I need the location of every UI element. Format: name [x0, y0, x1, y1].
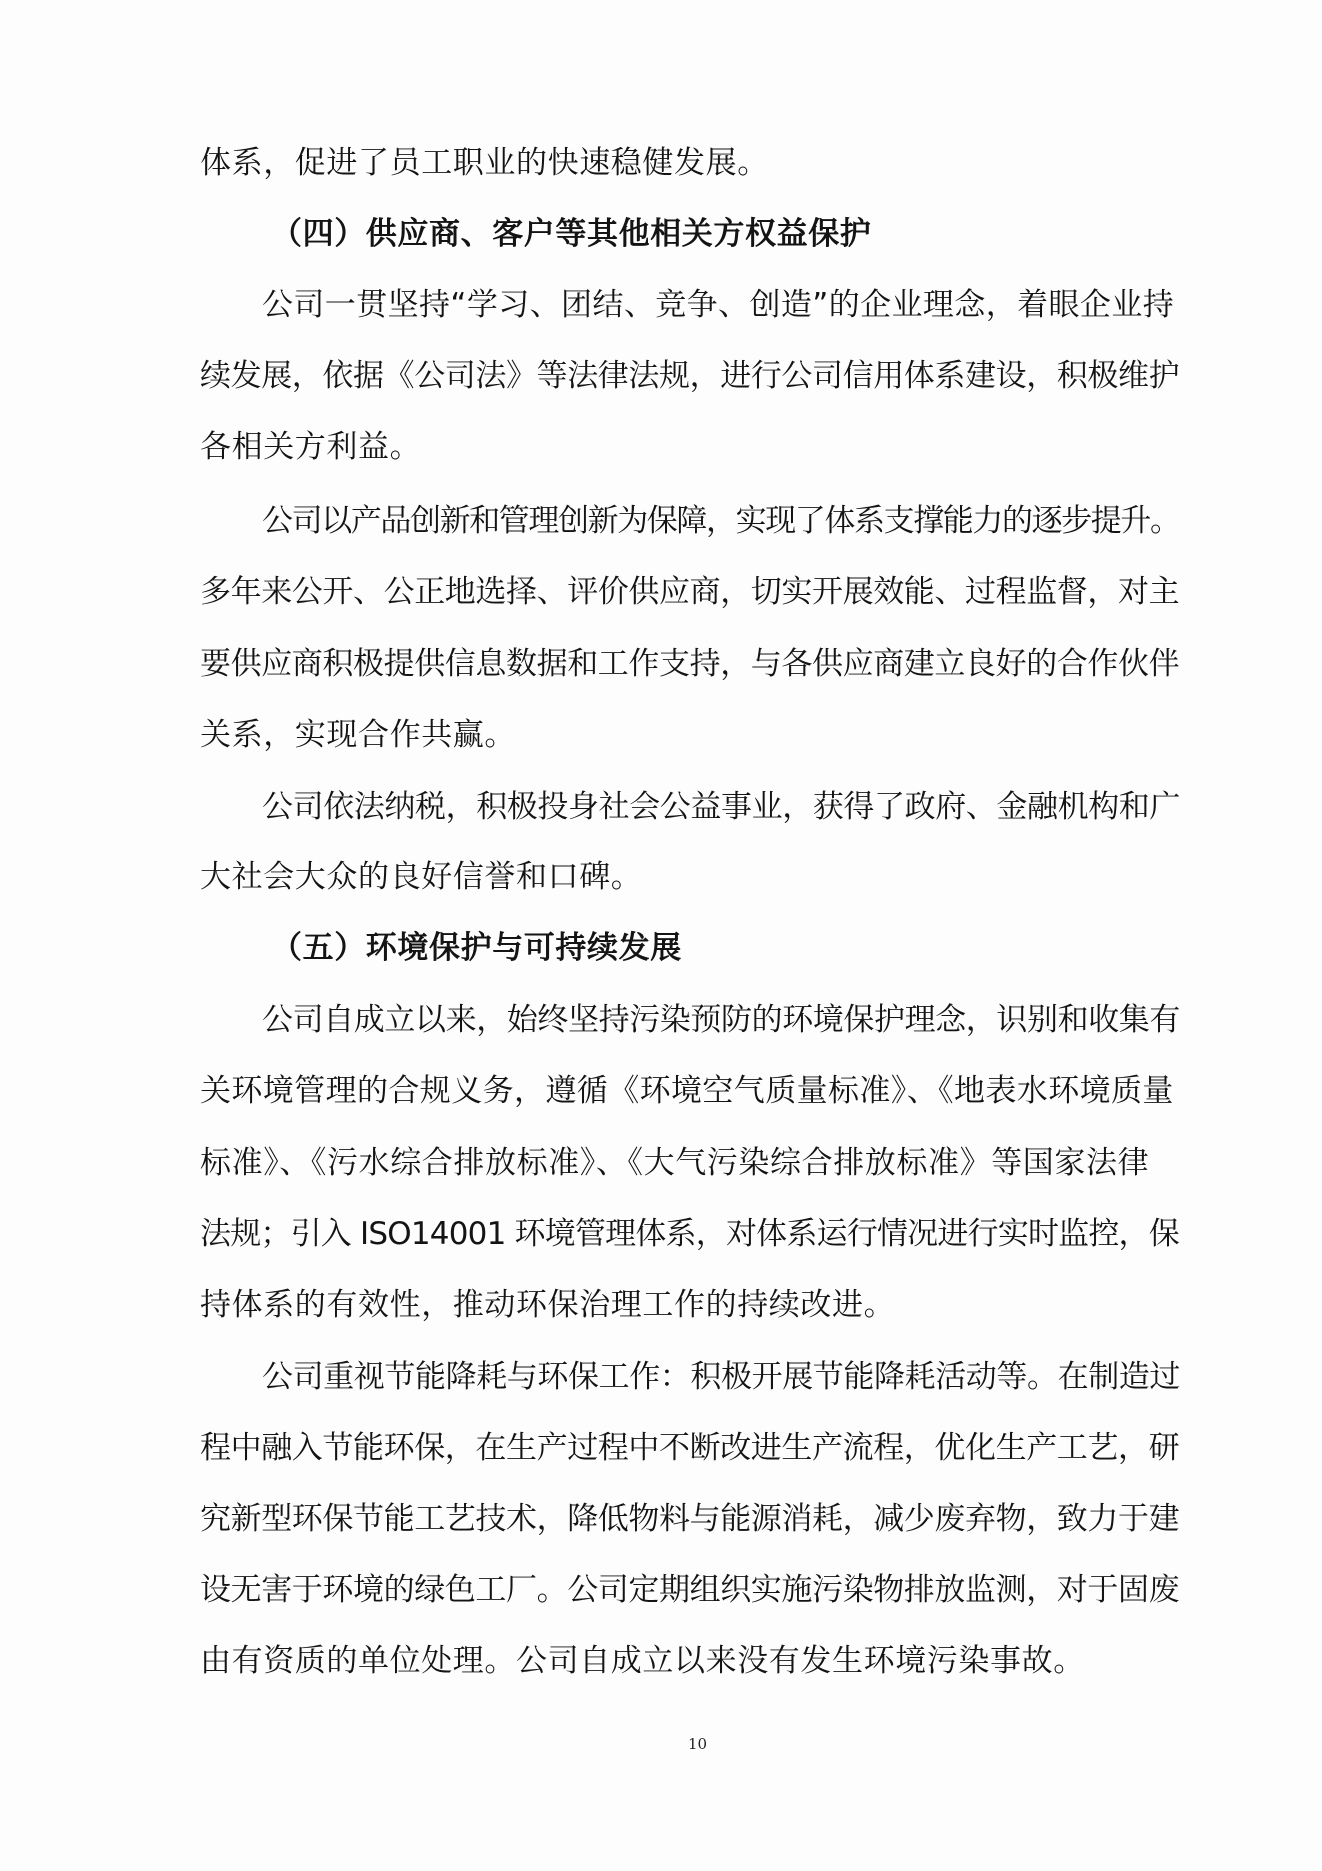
paragraph-line: 公司重视节能降耗与环保工作：积极开展节能降耗活动等。在制造过 [262, 1359, 1180, 1395]
paragraph-line: 关系，实现合作共赢。 [200, 717, 516, 753]
paragraph-line: 多年来公开、公正地选择、评价供应商，切实开展效能、过程监督，对主 [200, 574, 1180, 610]
paragraph-line: 程中融入节能环保，在生产过程中不断改进生产流程，优化生产工艺，研 [200, 1430, 1180, 1466]
paragraph-line: 法规；引入 ISO14001 环境管理体系，对体系运行情况进行实时监控，保 [200, 1216, 1179, 1252]
paragraph-line: 公司依法纳税，积极投身社会公益事业，获得了政府、金融机构和广 [262, 789, 1180, 825]
paragraph-line: 由有资质的单位处理。公司自成立以来没有发生环境污染事故。 [200, 1643, 1085, 1679]
paragraph-line: 续发展，依据《公司法》等法律法规，进行公司信用体系建设，积极维护 [200, 358, 1180, 394]
paragraph-line: 公司自成立以来，始终坚持污染预防的环境保护理念，识别和收集有 [262, 1002, 1180, 1038]
paragraph-line: 持体系的有效性，推动环保治理工作的持续改进。 [200, 1287, 896, 1323]
paragraph-line: 关环境管理的合规义务，遵循《环境空气质量标准》、《地表水环境质量 [200, 1073, 1174, 1109]
page-number: 10 [687, 1735, 708, 1753]
paragraph-line: 设无害于环境的绿色工厂。公司定期组织实施污染物排放监测，对于固废 [200, 1572, 1180, 1608]
paragraph-line: 公司一贯坚持“学习、团结、竞争、创造”的企业理念，着眼企业持 [262, 287, 1175, 323]
paragraph-line: 标准》、《污水综合排放标准》、《大气污染综合排放标准》等国家法律 [200, 1145, 1150, 1181]
paragraph-line: 要供应商积极提供信息数据和工作支持，与各供应商建立良好的合作伙伴 [200, 646, 1180, 682]
section-heading: （五）环境保护与可持续发展 [271, 930, 682, 966]
paragraph-line: 各相关方利益。 [200, 429, 422, 465]
paragraph-line: 究新型环保节能工艺技术，降低物料与能源消耗，减少废弃物，致力于建 [200, 1501, 1180, 1537]
section-heading: （四）供应商、客户等其他相关方权益保护 [271, 216, 872, 252]
paragraph-line: 大社会大众的良好信誉和口碑。 [200, 859, 643, 895]
paragraph-line: 体系，促进了员工职业的快速稳健发展。 [200, 145, 769, 181]
paragraph-line: 公司以产品创新和管理创新为保障，实现了体系支撑能力的逐步提升。 [262, 503, 1180, 539]
